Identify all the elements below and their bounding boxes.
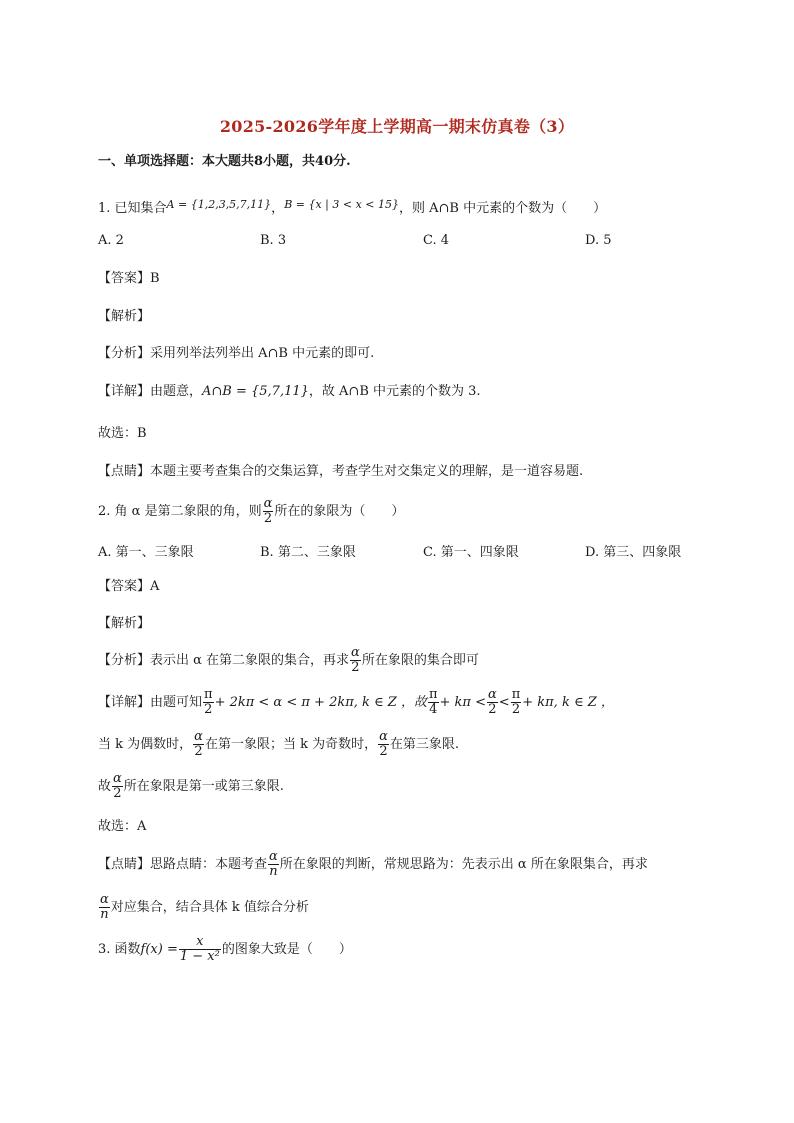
q1-option-b: B. 3	[260, 233, 287, 248]
q3-stem: 3. 函数f(x) = $\frac{x}{\text{1 − x²}}$ 的图象大致是（ ）	[98, 934, 352, 964]
section-heading: 一、单项选择题：本大题共8小题，共40分.	[98, 154, 351, 169]
q1-analysis: 【分析】采用列举法列举出 A∩B 中元素的即可.	[98, 346, 375, 361]
q1-answer: 【答案】B	[98, 271, 160, 286]
q2-options	[98, 541, 698, 560]
q2-stem: 2. 角 α 是第二象限的角，则 $\frac{\alpha}{2}$ 所在的象限为（ ）	[98, 496, 405, 526]
q2-analysis-head: 【解析】	[98, 616, 151, 631]
q2-comment: 【点睛】思路点睛：本题考查 $\frac{\alpha}{n}$ 所在象限的判断，常规思路为：先表示出 α 所在象限集合，再求	[98, 849, 648, 879]
q1-comment: 【点睛】本题主要考查集合的交集运算，考查学生对交集定义的理解，是一道容易题.	[98, 464, 584, 479]
page-title: 2025-2026学年度上学期高一期末仿真卷（3）	[219, 117, 575, 136]
q2-option-c: C. 第一、四象限	[423, 545, 519, 560]
q1-choose: 故选：B	[98, 426, 147, 441]
q2-comment-line2: $\frac{\alpha}{n}$ 对应集合，结合具体 k 值综合分析	[100, 892, 309, 922]
q2-choose: 故选：A	[98, 819, 147, 834]
q1-option-c: C. 4	[423, 233, 450, 248]
q2-option-b: B. 第二、三象限	[260, 545, 356, 560]
q2-answer: 【答案】A	[98, 579, 160, 594]
q2-detail: 【详解】由题可知 $\frac{\pi}{2}$ + 2kπ < α < π + 2kπ, k ∈ Z ，故 $\frac{\pi}{4}$ + kπ < $\frac{\alpha}{2}$ < $\frac{\pi}{2}$ + kπ, k ∈ Z ，	[98, 687, 614, 717]
q1-detail: 【详解】由题意，A∩B = {5,7,11}，故 A∩B 中元素的个数为 3.	[98, 384, 481, 399]
q2-detail-line2: 当 k 为偶数时， $\frac{\alpha}{2}$ 在第一象限；当 k 为奇数时， $\frac{\alpha}{2}$ 在第三象限.	[98, 729, 460, 759]
q1-stem: 1. 已知集合$^{A = \{1,2,3,5,7,11\}}$，$^{B = \{x | 3 < x < 15\}}$，则 A∩B 中元素的个数为（ ）	[98, 198, 607, 216]
q3-function-fraction: $\frac{x}{\text{1 − x²}}$	[179, 934, 220, 964]
q1-option-a: A. 2	[98, 233, 124, 248]
q1-option-d: D. 5	[585, 233, 612, 248]
q2-option-a: A. 第一、三象限	[98, 545, 194, 560]
q1-options	[98, 233, 698, 248]
q2-detail-line3: 故 $\frac{\alpha}{2}$ 所在象限是第一或第三象限.	[98, 771, 284, 801]
q2-option-d: D. 第三、四象限	[585, 545, 682, 560]
q2-frac-alpha-2: $\frac{\alpha}{2}$	[263, 496, 273, 526]
q1-analysis-head: 【解析】	[98, 309, 151, 324]
q2-analysis: 【分析】表示出 α 在第二象限的集合，再求 $\frac{\alpha}{2}$ 所在象限的集合即可	[98, 645, 479, 675]
